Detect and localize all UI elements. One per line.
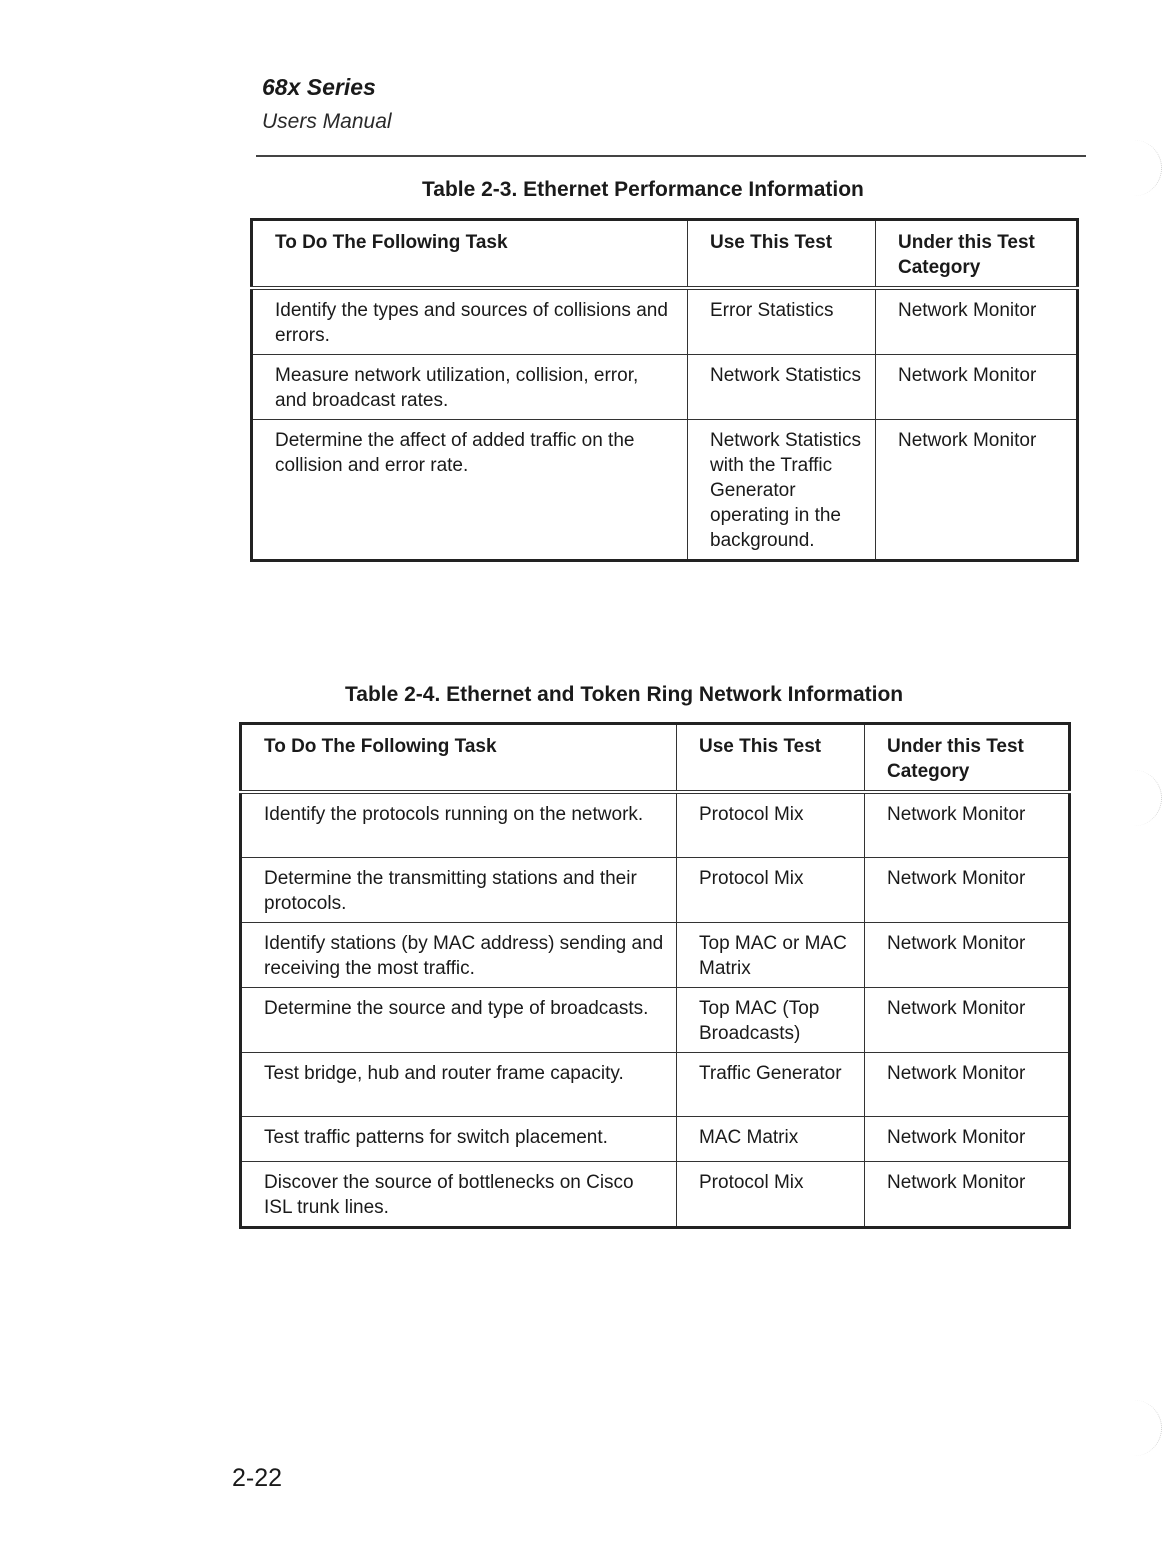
category-cell: Network Monitor <box>865 1117 1070 1162</box>
binding-hole-mark <box>1121 140 1162 196</box>
task-cell: Identify the protocols running on the network. <box>241 792 677 858</box>
task-cell: Determine the transmitting stations and their protocols. <box>241 858 677 923</box>
column-header-test: Use This Test <box>677 724 865 793</box>
test-cell: Top MAC (Top Broadcasts) <box>677 988 865 1053</box>
task-cell: Measure network utilization, collision, error, and broadcast rates. <box>252 355 688 420</box>
category-cell: Network Monitor <box>876 355 1078 420</box>
category-cell: Network Monitor <box>876 288 1078 355</box>
category-cell: Network Monitor <box>865 1162 1070 1228</box>
task-cell: Determine the source and type of broadcasts. <box>241 988 677 1053</box>
table-caption-ethernet-token-ring: Table 2-4. Ethernet and Token Ring Network Information <box>345 683 904 706</box>
column-header-task: To Do The Following Task <box>252 220 688 289</box>
task-cell: Test bridge, hub and router frame capacity. <box>241 1053 677 1117</box>
task-cell: Identify the types and sources of collisions and errors. <box>252 288 688 355</box>
column-header-task: To Do The Following Task <box>241 724 677 793</box>
test-cell: Traffic Generator <box>677 1053 865 1117</box>
test-cell: Error Statistics <box>688 288 876 355</box>
test-cell: Network Statistics with the Traffic Generator operating in the background. <box>688 420 876 561</box>
test-cell: Protocol Mix <box>677 858 865 923</box>
category-cell: Network Monitor <box>865 792 1070 858</box>
category-cell: Network Monitor <box>876 420 1078 561</box>
table-header-row <box>241 724 1070 793</box>
table-row <box>252 355 1078 420</box>
column-header-test: Use This Test <box>688 220 876 289</box>
table-row <box>252 420 1078 561</box>
table-ethernet-token-ring <box>239 722 1071 1229</box>
test-cell: Protocol Mix <box>677 792 865 858</box>
test-cell: MAC Matrix <box>677 1117 865 1162</box>
table-row <box>252 288 1078 355</box>
table-row <box>241 923 1070 988</box>
test-cell: Top MAC or MAC Matrix <box>677 923 865 988</box>
test-cell: Network Statistics <box>688 355 876 420</box>
category-cell: Network Monitor <box>865 923 1070 988</box>
table-header-row <box>252 220 1078 289</box>
table-row <box>241 988 1070 1053</box>
table-row <box>241 858 1070 923</box>
binding-hole-mark <box>1121 1400 1162 1456</box>
binding-hole-mark <box>1121 770 1162 826</box>
table-row <box>241 1117 1070 1162</box>
category-cell: Network Monitor <box>865 858 1070 923</box>
table-row <box>241 792 1070 858</box>
header-divider <box>256 155 1086 157</box>
task-cell: Test traffic patterns for switch placement. <box>241 1117 677 1162</box>
test-cell: Protocol Mix <box>677 1162 865 1228</box>
category-cell: Network Monitor <box>865 988 1070 1053</box>
task-cell: Determine the affect of added traffic on the collision and error rate. <box>252 420 688 561</box>
column-header-category: Under this Test Category <box>876 220 1078 289</box>
page-number: 2-22 <box>232 1464 283 1492</box>
document-title: 68x Series <box>262 74 376 100</box>
task-cell: Identify stations (by MAC address) sending and receiving the most traffic. <box>241 923 677 988</box>
task-cell: Discover the source of bottlenecks on Cisco ISL trunk lines. <box>241 1162 677 1228</box>
table-caption-ethernet-performance: Table 2-3. Ethernet Performance Information <box>422 178 864 201</box>
table-row <box>241 1053 1070 1117</box>
column-header-category: Under this Test Category <box>865 724 1070 793</box>
table-ethernet-performance <box>250 218 1079 562</box>
document-subtitle: Users Manual <box>262 110 392 133</box>
table-row <box>241 1162 1070 1228</box>
category-cell: Network Monitor <box>865 1053 1070 1117</box>
